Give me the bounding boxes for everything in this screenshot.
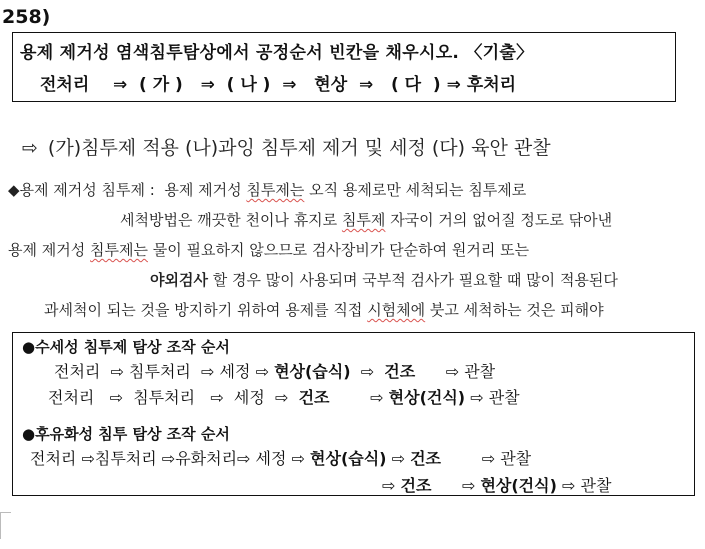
diamond-bullet-icon: ◆ — [8, 181, 20, 199]
circle-bullet-icon: ● — [22, 338, 36, 356]
description-text: 과세척이 되는 것을 방지하기 위하여 용제를 직접 — [44, 301, 368, 319]
step-label: 관찰 — [500, 449, 532, 468]
arrow-icon: ⇨ — [161, 449, 176, 468]
post-emulsifiable-row-2 — [382, 473, 611, 496]
description-line-5 — [44, 299, 604, 320]
step-label: 관찰 — [488, 388, 520, 407]
arrow-icon: ⇨ — [22, 137, 38, 159]
arrow-icon: ⇨ — [81, 449, 95, 468]
description-text: 용제 제거성 — [164, 181, 247, 199]
step-label: 침투처리 — [94, 449, 157, 468]
arrow-icon: ⇨ — [291, 449, 305, 468]
step-label: 전처리 — [30, 449, 77, 468]
step-label: 관찰 — [580, 476, 612, 495]
description-text: 침투제는 — [246, 181, 305, 199]
step-label-bold: 현상(습식) — [310, 449, 387, 468]
description-text: 오직 용제로만 세척되는 침투제로 — [304, 181, 527, 199]
page-corner-mark — [0, 512, 11, 539]
step-label-bold: 건조 — [384, 362, 416, 381]
step-label: 침투처리 — [133, 388, 196, 407]
description-text: 용제 제거성 — [8, 241, 90, 259]
arrow-icon: ⇨ — [481, 449, 496, 468]
question-prompt: 용제 제거성 염색침투탐상에서 공정순서 빈칸을 채우시오. 〈기출〉 — [20, 43, 534, 63]
step-label: 유화처리 — [175, 449, 238, 468]
process-sequence — [40, 70, 516, 95]
step-label: 관찰 — [464, 362, 496, 381]
description-line-4 — [150, 269, 618, 290]
step-label-bold: 건조 — [410, 449, 442, 468]
answer-line — [22, 133, 551, 160]
step-label-bold: 현상(건식) — [388, 388, 466, 407]
answer-text: (가)침투제 적용 (나)과잉 침투제 제거 및 세정 (다) 육안 관찰 — [47, 137, 551, 159]
post-emulsifiable-title — [22, 423, 230, 444]
arrow-icon: ⇨ — [237, 449, 251, 468]
description-label: 용제 제거성 침투제 : — [19, 181, 155, 199]
section-title: 수세성 침투제 탐상 조작 순서 — [35, 338, 230, 356]
description-text: 붓고 세척하는 것은 피해야 — [425, 301, 604, 319]
arrow-icon: ⇨ — [210, 388, 224, 407]
arrow-icon: ⇨ — [255, 362, 269, 381]
arrow-icon: ⇨ — [370, 388, 384, 407]
step-label-bold: 현상(습식) — [274, 362, 351, 381]
step-label: 세정 — [233, 388, 265, 407]
step-label: 전처리 — [48, 388, 95, 407]
step-label: 전처리 — [54, 362, 101, 381]
description-text: 할 경우 많이 사용되며 국부적 검사가 필요할 때 많이 적용된다 — [207, 271, 618, 289]
water-washable-row-2 — [48, 385, 520, 408]
step-label: 세정 — [255, 449, 287, 468]
arrow-icon: ⇨ — [470, 388, 484, 407]
description-text: 시험체에 — [367, 301, 426, 319]
step-label-bold: 건조 — [400, 476, 432, 495]
arrow-icon: ⇨ — [445, 362, 460, 381]
arrow-icon: ⇨ — [561, 476, 576, 495]
water-washable-title — [22, 336, 230, 357]
circle-bullet-icon: ● — [22, 425, 36, 443]
arrow-icon: ⇨ — [360, 362, 375, 381]
post-emulsifiable-row-1 — [30, 446, 531, 469]
water-washable-row-1 — [54, 359, 495, 382]
step-label: 침투처리 — [129, 362, 191, 381]
description-text: 자국이 거의 없어질 정도로 닦아낸 — [385, 211, 613, 229]
arrow-icon: ⇨ — [461, 476, 476, 495]
description-line-1 — [8, 179, 526, 200]
description-text: 물이 필요하지 않으므로 검사장비가 단순하여 원거리 또는 — [147, 241, 530, 259]
description-bold-text: 야외검사 — [150, 271, 208, 289]
step-label: 세정 — [219, 362, 251, 381]
description-text: 침투제는 — [90, 241, 148, 259]
process-sequence-text: 전처리 ⇒ ( 가 ) ⇒ ( 나 ) ⇒ 현상 ⇒ ( 다 ) ⇒ 후처리 — [40, 75, 517, 95]
arrow-icon: ⇨ — [382, 476, 396, 495]
description-text: 세척방법은 깨끗한 천이나 휴지로 — [120, 211, 342, 229]
arrow-icon: ⇨ — [274, 388, 289, 407]
arrow-icon: ⇨ — [110, 362, 124, 381]
description-line-3 — [8, 239, 529, 260]
step-label-bold: 현상(건식) — [480, 476, 557, 495]
section-title: 후유화성 침투 탐상 조작 순서 — [35, 425, 230, 443]
description-text: 침투제 — [341, 211, 386, 229]
arrow-icon: ⇨ — [109, 388, 124, 407]
description-line-2 — [120, 209, 612, 230]
question-number: 258) — [2, 6, 51, 28]
arrow-icon: ⇨ — [391, 449, 405, 468]
step-label-bold: 건조 — [298, 388, 330, 407]
arrow-icon: ⇨ — [201, 362, 215, 381]
